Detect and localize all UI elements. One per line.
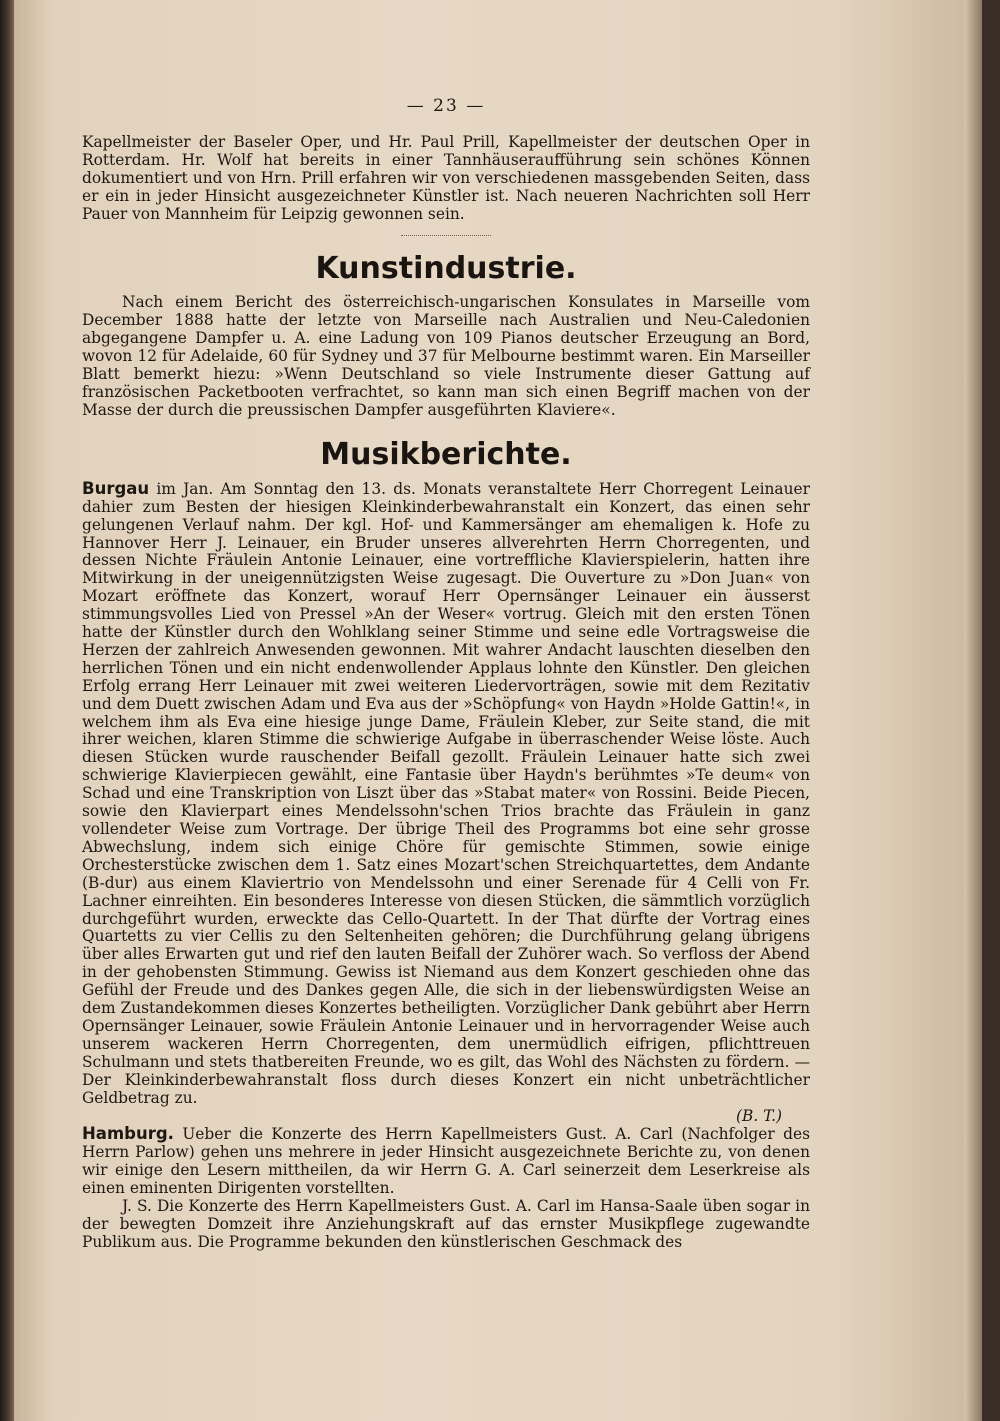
spacer: [82, 420, 810, 428]
hamburg-text: Ueber die Konzerte des Herrn Kapellmeisters Gust. A. Carl (Nachfolger des Herrn Parlow) gehen uns mehrere in jeder Hinsicht ausgezeichnete Berichte zu, von denen wir einige den Lesern mittheilen, da wir Herrn G. A. Carl seinerzeit dem Leserkreise als einen eminenten Dirigenten vorstellten.: [82, 1125, 810, 1198]
place-burgau: Burgau: [82, 478, 150, 498]
scanned-page: [14, 0, 982, 1421]
heading-kunstindustrie: Kunstindustrie.: [315, 251, 577, 287]
report-burgau: [82, 480, 810, 1108]
ornament-divider: [401, 235, 491, 236]
heading-musikberichte: Musikberichte.: [320, 436, 572, 472]
page-number: — 23 —: [406, 96, 486, 116]
book-binding: [0, 0, 14, 1421]
intro-paragraph: Kapellmeister der Baseler Oper, und Hr. Paul Prill, Kapellmeister der deutschen Oper in Rotterdam. Hr. Wolf hat bereits in einer Tannhäuseraufführung sein schönes Können dokumentiert und von Hrn. Prill erfahren wir von verschiedenen massgebenden Seiten, dass er ein in jeder Hinsicht ausgezeichneter Künstler ist. Nach neueren Nachrichten soll Herr Pauer von Mannheim für Leipzig gewonnen sein.: [82, 132, 810, 223]
page-content: [82, 98, 810, 1252]
burgau-text: im Jan. Am Sonntag den 13. ds. Monats veranstaltete Herr Chorregent Leinauer dahier zum Besten der hiesigen Kleinkinderbewahranstalt ein Konzert, das einen sehr gelungenen Verlauf nahm. Der kgl. Hof- und Kammersänger am ehemaligen k. Hofe zu Hannover Herr J. Leinauer, ein Bruder unseres allverehrten Herrn Chorregenten, und dessen Nichte Fräulein Antonie Leinauer, eine vortreffliche Klavierspielerin, hatten ihre Mitwirkung in der uneigennützigsten Weise zugesagt. Die Ouverture zu »Don Juan« von Mozart eröffnete das Konzert, worauf Herr Opernsänger Leinauer ein äusserst stimmungsvolles Lied von Pressel »An der Weser« vortrug. Gleich mit den ersten Tönen hatte der Künstler durch den Wohlklang seiner Stimme und seine edle Vortragsweise die Herzen der zahlreich Anwesenden gewonnen. Mit wahrer Andacht lauschten dieselben den herrlichen Tönen und ein nicht endenwollender Applaus lohnte den Künstler. Den gleichen Erfolg errang Herr Leinauer mit zwei weiteren Liedervorträgen, sowie mit dem Rezitativ und dem Duett zwischen Adam und Eva aus der »Schöpfung« von Haydn »Holde Gattin!«, in welchem ihm als Eva eine hiesige junge Dame, Fräulein Kleber, zur Seite stand, die mit ihrer weichen, klaren Stimme die schwierige Aufgabe in überraschender Weise löste. Auch diesen Stücken wurde rauschender Beifall gezollt. Fräulein Leinauer hatte sich zwei schwierige Klavierpiecen gewählt, eine Fantasie über Haydn's berühmtes »Te deum« von Schad und eine Transkription von Liszt über das »Stabat mater« von Rossini. Beide Piecen, sowie den Klavierpart eines Mendelssohn'schen Trios brachte das Fräulein in ganz vollendeter Weise zum Vortrage. Der übrige Theil des Programms bot eine sehr grosse Abwechslung, indem sich einige Chöre für gemischte Stimmen, sowie einige Orchesterstücke zwischen dem 1. Satz eines Mozart'schen Streichquartettes, dem Andante (B-dur) aus einem Klaviertrio von Mendelssohn und einer Serenade für 4 Celli von Fr. Lachner einreihten. Ein besonderes Interesse von diesen Stücken, die sämmtlich vorzüglich durchgeführt wurden, erweckte das Cello-Quartett. In der That dürfte der Vortrag eines Quartetts zu vier Cellis zu den Seltenheiten gehören; die Durchführung gelang übrigens über alles Erwarten gut und rief den lauten Beifall der Zuhörer wach. So verfloss der Abend in der gehobensten Stimmung. Gewiss ist Niemand aus dem Konzert geschieden ohne das Gefühl der Freude und des Dankes gegen Alle, die sich in der liebenswürdigsten Weise an dem Zustandekommen dieses Konzertes betheiligten. Vorzüglicher Dank gebührt aber Herrn Opernsänger Leinauer, sowie Fräulein Antonie Leinauer und in hervorragender Weise auch unserem wackeren Herrn Chorregenten, dem unermüdlich eifrigen, pflichttreuen Schulmann und stets thatbereiten Freunde, wo es gilt, das Wohl des Nächsten zu fördern. — Der Kleinkinderbewahranstalt floss durch dieses Konzert ein nicht unbeträchtlicher Geldbetrag zu.: [82, 479, 810, 1107]
report-hamburg: [82, 1125, 810, 1198]
page-edge: [964, 0, 982, 1421]
place-hamburg: Hamburg.: [82, 1124, 174, 1144]
hamburg-text-2: J. S. Die Konzerte des Herrn Kapellmeisters Gust. A. Carl im Hansa-Saale üben sogar in der bewegten Domzeit ihre Anziehungskraft auf das ernster Musikpflege zugewandte Publikum aus. Die Programme bekunden den künstlerischen Geschmack des: [82, 1197, 810, 1251]
signature-burgau: (B. T.): [736, 1106, 782, 1125]
paragraph-kunstindustrie: Nach einem Bericht des österreichisch-ungarischen Konsulates in Marseille vom December 1888 hatte der letzte von Marseille nach Australien und Neu-Caledonien abgegangene Dampfer u. A. eine Ladung von 109 Pianos deutscher Erzeugung an Bord, wovon 12 für Adelaide, 60 für Sydney und 37 für Melbourne bestimmt waren. Ein Marseiller Blatt bemerkt hiezu: »Wenn Deutschland so viele Instrumente dieser Gattung auf französischen Packetbooten verfrachtet, so kann man sich einen Begriff machen von der Masse der durch die preussischen Dampfer ausgeführten Klaviere«.: [82, 293, 810, 419]
